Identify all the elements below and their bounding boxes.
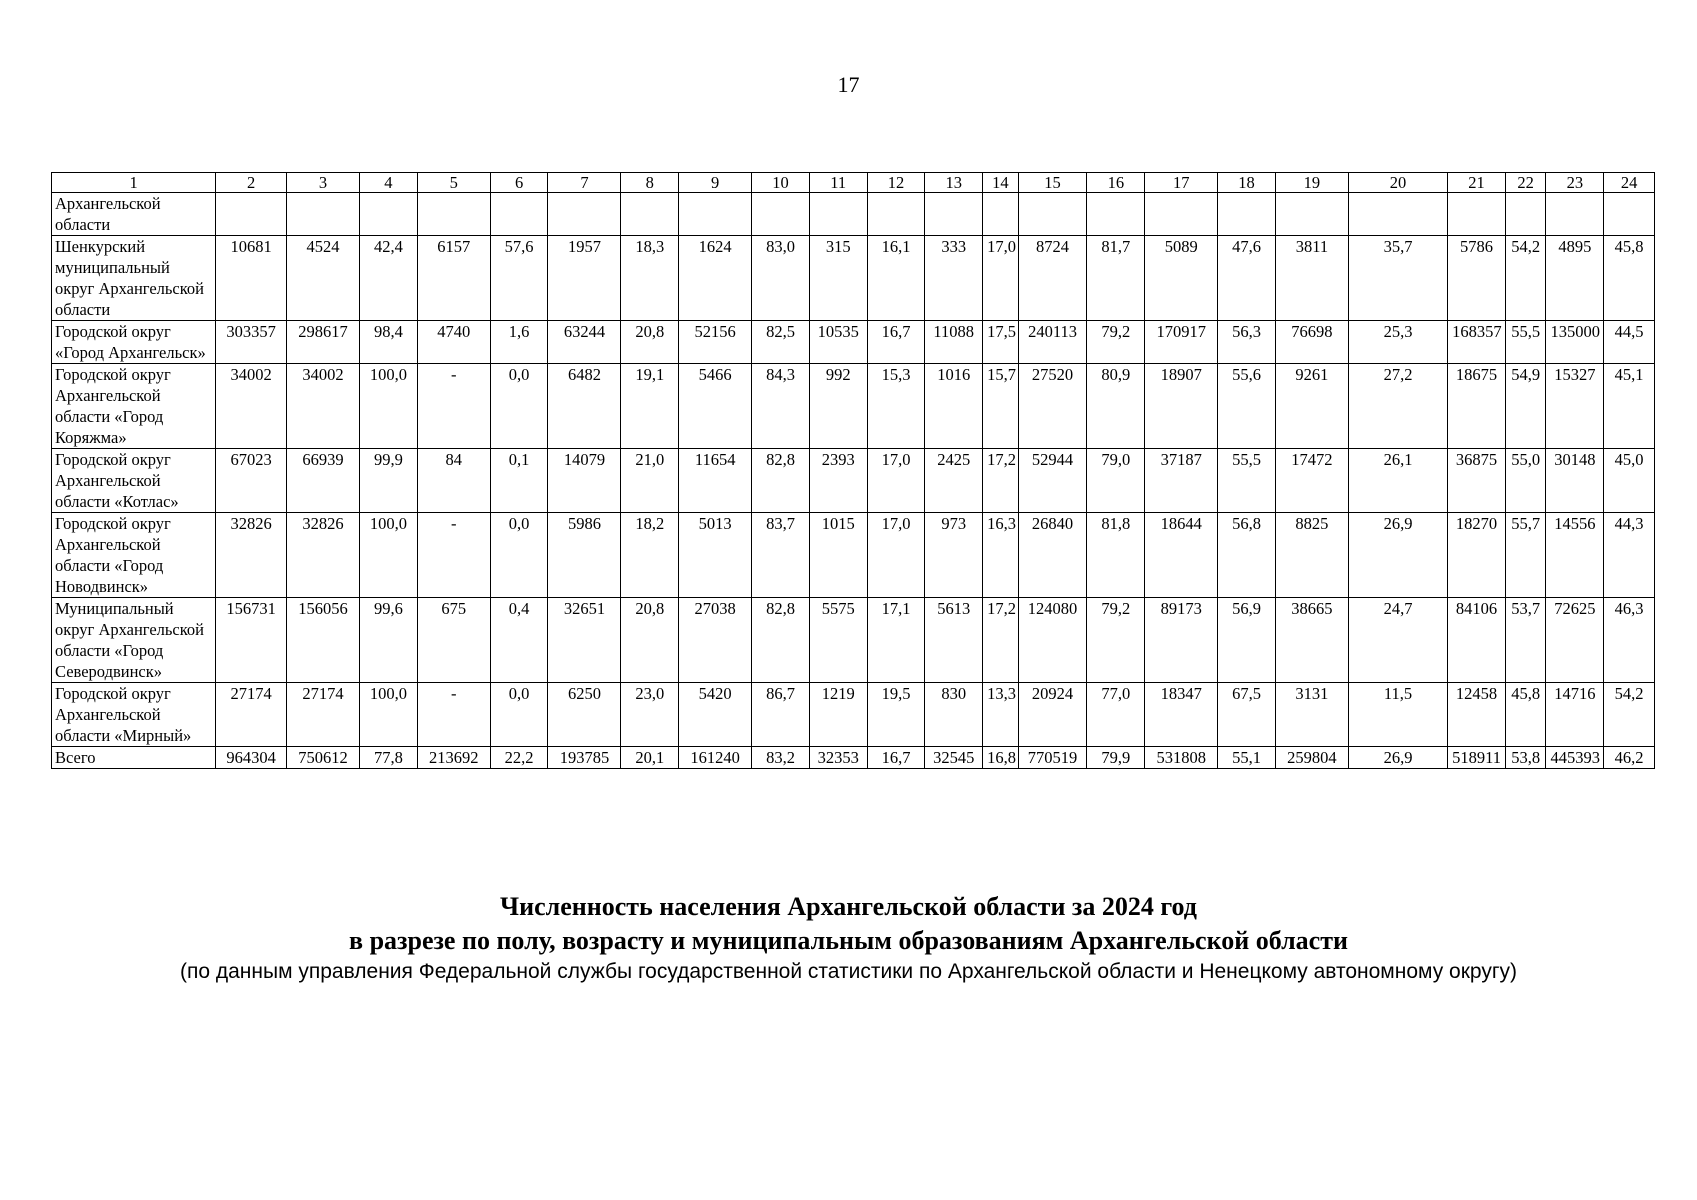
table-cell: 193785 bbox=[548, 747, 621, 769]
table-cell: 13,3 bbox=[983, 683, 1018, 747]
table-cell: 15,3 bbox=[867, 364, 925, 449]
table-cell: 124080 bbox=[1018, 598, 1087, 683]
table-cell: 79,2 bbox=[1087, 598, 1145, 683]
table-cell: 16,8 bbox=[983, 747, 1018, 769]
column-number: 13 bbox=[925, 173, 983, 193]
table-cell bbox=[752, 193, 810, 236]
table-cell: 32651 bbox=[548, 598, 621, 683]
table-cell: 315 bbox=[809, 236, 867, 321]
table-cell: 3131 bbox=[1275, 683, 1348, 747]
table-cell: 17,0 bbox=[983, 236, 1018, 321]
municipality-name: Городской округ «Город Архангельск» bbox=[52, 321, 216, 364]
column-number: 23 bbox=[1546, 173, 1604, 193]
table-cell: 34002 bbox=[216, 364, 287, 449]
table-cell: 4895 bbox=[1546, 236, 1604, 321]
table-cell: 18907 bbox=[1145, 364, 1218, 449]
column-number: 16 bbox=[1087, 173, 1145, 193]
table-cell: 17,1 bbox=[867, 598, 925, 683]
table-cell: 23,0 bbox=[621, 683, 679, 747]
table-cell: 17,2 bbox=[983, 449, 1018, 513]
table-cell: 1,6 bbox=[490, 321, 548, 364]
column-number: 17 bbox=[1145, 173, 1218, 193]
table-cell: 20,8 bbox=[621, 321, 679, 364]
table-cell: 675 bbox=[417, 598, 490, 683]
table-cell: 1219 bbox=[809, 683, 867, 747]
column-number-row bbox=[52, 173, 1655, 193]
table-cell: 156056 bbox=[287, 598, 360, 683]
table-cell: 0,1 bbox=[490, 449, 548, 513]
table-cell: 0,4 bbox=[490, 598, 548, 683]
table-cell: 79,2 bbox=[1087, 321, 1145, 364]
table-cell: 81,8 bbox=[1087, 513, 1145, 598]
table-cell bbox=[1505, 193, 1546, 236]
table-cell: 99,9 bbox=[360, 449, 418, 513]
table-cell: 830 bbox=[925, 683, 983, 747]
column-number: 15 bbox=[1018, 173, 1087, 193]
table-cell: 57,6 bbox=[490, 236, 548, 321]
table-cell: - bbox=[417, 513, 490, 598]
table-cell bbox=[867, 193, 925, 236]
table-cell: 36875 bbox=[1448, 449, 1506, 513]
table-cell: 14716 bbox=[1546, 683, 1604, 747]
table-cell: 11,5 bbox=[1348, 683, 1447, 747]
table-cell: 14079 bbox=[548, 449, 621, 513]
table-cell: 52944 bbox=[1018, 449, 1087, 513]
table-cell: 0,0 bbox=[490, 364, 548, 449]
table-cell: 67,5 bbox=[1218, 683, 1276, 747]
column-number: 6 bbox=[490, 173, 548, 193]
column-number: 9 bbox=[679, 173, 752, 193]
table-cell: 518911 bbox=[1448, 747, 1506, 769]
table-cell: 54,9 bbox=[1505, 364, 1546, 449]
table-cell: 5786 bbox=[1448, 236, 1506, 321]
table-cell: 0,0 bbox=[490, 683, 548, 747]
table-cell: 38665 bbox=[1275, 598, 1348, 683]
table-cell: 100,0 bbox=[360, 683, 418, 747]
table-cell: 44,5 bbox=[1604, 321, 1655, 364]
table-cell bbox=[1448, 193, 1506, 236]
table-cell: 19,1 bbox=[621, 364, 679, 449]
table-cell bbox=[417, 193, 490, 236]
table-cell bbox=[287, 193, 360, 236]
table-cell: 27520 bbox=[1018, 364, 1087, 449]
column-number: 22 bbox=[1505, 173, 1546, 193]
table-row bbox=[52, 321, 1655, 364]
table-cell: 26,9 bbox=[1348, 513, 1447, 598]
table-cell: 4740 bbox=[417, 321, 490, 364]
table-cell: 22,2 bbox=[490, 747, 548, 769]
table-cell: 17,0 bbox=[867, 513, 925, 598]
table-cell: 27174 bbox=[216, 683, 287, 747]
column-number: 24 bbox=[1604, 173, 1655, 193]
table-cell: 168357 bbox=[1448, 321, 1506, 364]
table-cell: 24,7 bbox=[1348, 598, 1447, 683]
table-cell: 16,7 bbox=[867, 747, 925, 769]
table-cell: 303357 bbox=[216, 321, 287, 364]
table-cell: 66939 bbox=[287, 449, 360, 513]
table-cell: 53,8 bbox=[1505, 747, 1546, 769]
table-cell: 27,2 bbox=[1348, 364, 1447, 449]
table-cell: 1957 bbox=[548, 236, 621, 321]
municipality-name: Всего bbox=[52, 747, 216, 769]
table-cell: 170917 bbox=[1145, 321, 1218, 364]
table-cell bbox=[1275, 193, 1348, 236]
table-row bbox=[52, 747, 1655, 769]
table-cell: 17,2 bbox=[983, 598, 1018, 683]
table-cell: 298617 bbox=[287, 321, 360, 364]
table-cell: 27038 bbox=[679, 598, 752, 683]
municipality-name: Городской округ Архангельской области «Город Новодвинск» bbox=[52, 513, 216, 598]
table-cell: 18347 bbox=[1145, 683, 1218, 747]
table-cell: 19,5 bbox=[867, 683, 925, 747]
table-cell: 52156 bbox=[679, 321, 752, 364]
table-cell bbox=[1546, 193, 1604, 236]
table-cell: 10535 bbox=[809, 321, 867, 364]
table-cell: 100,0 bbox=[360, 364, 418, 449]
table-cell: 26,1 bbox=[1348, 449, 1447, 513]
table-cell: 99,6 bbox=[360, 598, 418, 683]
table-cell: 18675 bbox=[1448, 364, 1506, 449]
table-cell: 18644 bbox=[1145, 513, 1218, 598]
table-cell bbox=[1218, 193, 1276, 236]
column-number: 14 bbox=[983, 173, 1018, 193]
table-cell: 67023 bbox=[216, 449, 287, 513]
table-caption bbox=[0, 890, 1697, 986]
table-row bbox=[52, 364, 1655, 449]
table-cell: 55,7 bbox=[1505, 513, 1546, 598]
table-cell: 83,0 bbox=[752, 236, 810, 321]
table-cell: 0,0 bbox=[490, 513, 548, 598]
table-cell: 5089 bbox=[1145, 236, 1218, 321]
table-cell bbox=[809, 193, 867, 236]
table-cell: - bbox=[417, 683, 490, 747]
table-cell: 32545 bbox=[925, 747, 983, 769]
table-cell: 10681 bbox=[216, 236, 287, 321]
table-cell: 26,9 bbox=[1348, 747, 1447, 769]
table-cell: 20,1 bbox=[621, 747, 679, 769]
table-cell: 54,2 bbox=[1604, 683, 1655, 747]
table-cell: 55,5 bbox=[1218, 449, 1276, 513]
table-cell: 46,3 bbox=[1604, 598, 1655, 683]
table-cell: 8825 bbox=[1275, 513, 1348, 598]
table-cell: 45,8 bbox=[1505, 683, 1546, 747]
table-cell: 77,8 bbox=[360, 747, 418, 769]
table-cell: 53,7 bbox=[1505, 598, 1546, 683]
table-cell: 16,1 bbox=[867, 236, 925, 321]
table-cell: 89173 bbox=[1145, 598, 1218, 683]
table-cell bbox=[1348, 193, 1447, 236]
column-number: 19 bbox=[1275, 173, 1348, 193]
table-cell: 5986 bbox=[548, 513, 621, 598]
table-cell: 35,7 bbox=[1348, 236, 1447, 321]
column-number: 3 bbox=[287, 173, 360, 193]
caption-source-note: (по данным управления Федеральной службы государственной статистики по Архангельской области и Ненецкому автономному округу) bbox=[180, 960, 1517, 983]
table-cell: 54,2 bbox=[1505, 236, 1546, 321]
table-cell: 1015 bbox=[809, 513, 867, 598]
table-cell bbox=[1604, 193, 1655, 236]
table-cell: 5013 bbox=[679, 513, 752, 598]
table-cell: 5613 bbox=[925, 598, 983, 683]
table-cell: 5466 bbox=[679, 364, 752, 449]
column-number: 20 bbox=[1348, 173, 1447, 193]
table-cell: 6157 bbox=[417, 236, 490, 321]
table-cell: 135000 bbox=[1546, 321, 1604, 364]
table-cell: 161240 bbox=[679, 747, 752, 769]
column-number: 12 bbox=[867, 173, 925, 193]
table-cell: 81,7 bbox=[1087, 236, 1145, 321]
column-number: 21 bbox=[1448, 173, 1506, 193]
table-cell: 333 bbox=[925, 236, 983, 321]
table-cell: 44,3 bbox=[1604, 513, 1655, 598]
table-cell: 56,8 bbox=[1218, 513, 1276, 598]
table-cell bbox=[490, 193, 548, 236]
table-cell: 6482 bbox=[548, 364, 621, 449]
table-row bbox=[52, 598, 1655, 683]
column-number: 18 bbox=[1218, 173, 1276, 193]
table-cell: 79,0 bbox=[1087, 449, 1145, 513]
municipality-name: Городской округ Архангельской области «Мирный» bbox=[52, 683, 216, 747]
table-row bbox=[52, 513, 1655, 598]
table-cell: 964304 bbox=[216, 747, 287, 769]
column-number: 2 bbox=[216, 173, 287, 193]
caption-title-continued: в разрезе по полу, возрасту и муниципальным образованиям Архангельской области bbox=[349, 926, 1348, 955]
table-cell: 2393 bbox=[809, 449, 867, 513]
table-cell: - bbox=[417, 364, 490, 449]
municipality-name: Городской округ Архангельской области «Котлас» bbox=[52, 449, 216, 513]
table-cell: 12458 bbox=[1448, 683, 1506, 747]
table-cell: 80,9 bbox=[1087, 364, 1145, 449]
table-row bbox=[52, 193, 1655, 236]
table-cell: 84,3 bbox=[752, 364, 810, 449]
table-cell: 5575 bbox=[809, 598, 867, 683]
table-cell: 11654 bbox=[679, 449, 752, 513]
table-cell: 86,7 bbox=[752, 683, 810, 747]
table-cell: 3811 bbox=[1275, 236, 1348, 321]
table-cell: 259804 bbox=[1275, 747, 1348, 769]
column-number: 11 bbox=[809, 173, 867, 193]
table-cell: 992 bbox=[809, 364, 867, 449]
table-cell: 32826 bbox=[287, 513, 360, 598]
table-cell: 100,0 bbox=[360, 513, 418, 598]
table-cell: 17,0 bbox=[867, 449, 925, 513]
table-cell: 82,8 bbox=[752, 449, 810, 513]
table-cell bbox=[1145, 193, 1218, 236]
table-cell bbox=[679, 193, 752, 236]
table-cell: 1016 bbox=[925, 364, 983, 449]
population-table bbox=[51, 172, 1655, 769]
table-cell: 9261 bbox=[1275, 364, 1348, 449]
table-cell bbox=[548, 193, 621, 236]
table-cell: 4524 bbox=[287, 236, 360, 321]
table-cell: 56,9 bbox=[1218, 598, 1276, 683]
table-cell: 6250 bbox=[548, 683, 621, 747]
table-cell: 8724 bbox=[1018, 236, 1087, 321]
table-cell: 45,0 bbox=[1604, 449, 1655, 513]
table-cell: 79,9 bbox=[1087, 747, 1145, 769]
table-cell: 82,8 bbox=[752, 598, 810, 683]
municipality-name: Архангельской области bbox=[52, 193, 216, 236]
column-number: 5 bbox=[417, 173, 490, 193]
table-cell: 55,5 bbox=[1505, 321, 1546, 364]
caption-title: Численность населения Архангельской области за 2024 год bbox=[500, 892, 1197, 921]
table-row bbox=[52, 236, 1655, 321]
table-cell: 26840 bbox=[1018, 513, 1087, 598]
table-cell: 84106 bbox=[1448, 598, 1506, 683]
table-cell: 20,8 bbox=[621, 598, 679, 683]
table-cell bbox=[360, 193, 418, 236]
column-number: 4 bbox=[360, 173, 418, 193]
table-cell bbox=[983, 193, 1018, 236]
table-cell: 21,0 bbox=[621, 449, 679, 513]
table-row bbox=[52, 683, 1655, 747]
table-cell: 240113 bbox=[1018, 321, 1087, 364]
table-cell: 1624 bbox=[679, 236, 752, 321]
table-cell: 55,6 bbox=[1218, 364, 1276, 449]
column-number: 1 bbox=[52, 173, 216, 193]
table-cell: 11088 bbox=[925, 321, 983, 364]
page-number: 17 bbox=[837, 72, 860, 97]
table-cell: 83,2 bbox=[752, 747, 810, 769]
table-cell: 30148 bbox=[1546, 449, 1604, 513]
column-number: 8 bbox=[621, 173, 679, 193]
table-cell: 5420 bbox=[679, 683, 752, 747]
table-cell: 32353 bbox=[809, 747, 867, 769]
table-cell: 16,3 bbox=[983, 513, 1018, 598]
table-cell: 18,2 bbox=[621, 513, 679, 598]
table-cell: 445393 bbox=[1546, 747, 1604, 769]
table-cell bbox=[1018, 193, 1087, 236]
table-cell: 55,0 bbox=[1505, 449, 1546, 513]
table-cell: 83,7 bbox=[752, 513, 810, 598]
table-cell: 15,7 bbox=[983, 364, 1018, 449]
table-cell: 25,3 bbox=[1348, 321, 1447, 364]
table-row bbox=[52, 449, 1655, 513]
municipality-name: Шенкурский муниципальный округ Архангельской области bbox=[52, 236, 216, 321]
table-cell: 56,3 bbox=[1218, 321, 1276, 364]
table-cell: 15327 bbox=[1546, 364, 1604, 449]
table-cell: 46,2 bbox=[1604, 747, 1655, 769]
table-cell: 18270 bbox=[1448, 513, 1506, 598]
table-cell: 55,1 bbox=[1218, 747, 1276, 769]
table-cell: 16,7 bbox=[867, 321, 925, 364]
table-cell: 17472 bbox=[1275, 449, 1348, 513]
table-cell: 973 bbox=[925, 513, 983, 598]
table-cell: 20924 bbox=[1018, 683, 1087, 747]
table-cell: 531808 bbox=[1145, 747, 1218, 769]
table-cell: 37187 bbox=[1145, 449, 1218, 513]
table-cell: 47,6 bbox=[1218, 236, 1276, 321]
table-cell: 63244 bbox=[548, 321, 621, 364]
municipality-name: Муниципальный округ Архангельской области «Город Северодвинск» bbox=[52, 598, 216, 683]
column-number: 10 bbox=[752, 173, 810, 193]
municipality-name: Городской округ Архангельской области «Город Коряжма» bbox=[52, 364, 216, 449]
table-cell: 27174 bbox=[287, 683, 360, 747]
table-cell: 32826 bbox=[216, 513, 287, 598]
table-cell: 98,4 bbox=[360, 321, 418, 364]
table-cell: 82,5 bbox=[752, 321, 810, 364]
table-cell: 17,5 bbox=[983, 321, 1018, 364]
table-cell: 84 bbox=[417, 449, 490, 513]
table-cell bbox=[1087, 193, 1145, 236]
table-cell: 42,4 bbox=[360, 236, 418, 321]
table-cell: 76698 bbox=[1275, 321, 1348, 364]
table-cell: 2425 bbox=[925, 449, 983, 513]
table-cell bbox=[925, 193, 983, 236]
table-cell: 213692 bbox=[417, 747, 490, 769]
table-cell: 14556 bbox=[1546, 513, 1604, 598]
table-cell: 72625 bbox=[1546, 598, 1604, 683]
table-cell: 45,8 bbox=[1604, 236, 1655, 321]
table-cell: 45,1 bbox=[1604, 364, 1655, 449]
table-cell: 77,0 bbox=[1087, 683, 1145, 747]
table-cell: 156731 bbox=[216, 598, 287, 683]
column-number: 7 bbox=[548, 173, 621, 193]
table-cell: 18,3 bbox=[621, 236, 679, 321]
table-cell bbox=[216, 193, 287, 236]
table-cell: 34002 bbox=[287, 364, 360, 449]
table-cell: 770519 bbox=[1018, 747, 1087, 769]
table-cell bbox=[621, 193, 679, 236]
table-cell: 750612 bbox=[287, 747, 360, 769]
